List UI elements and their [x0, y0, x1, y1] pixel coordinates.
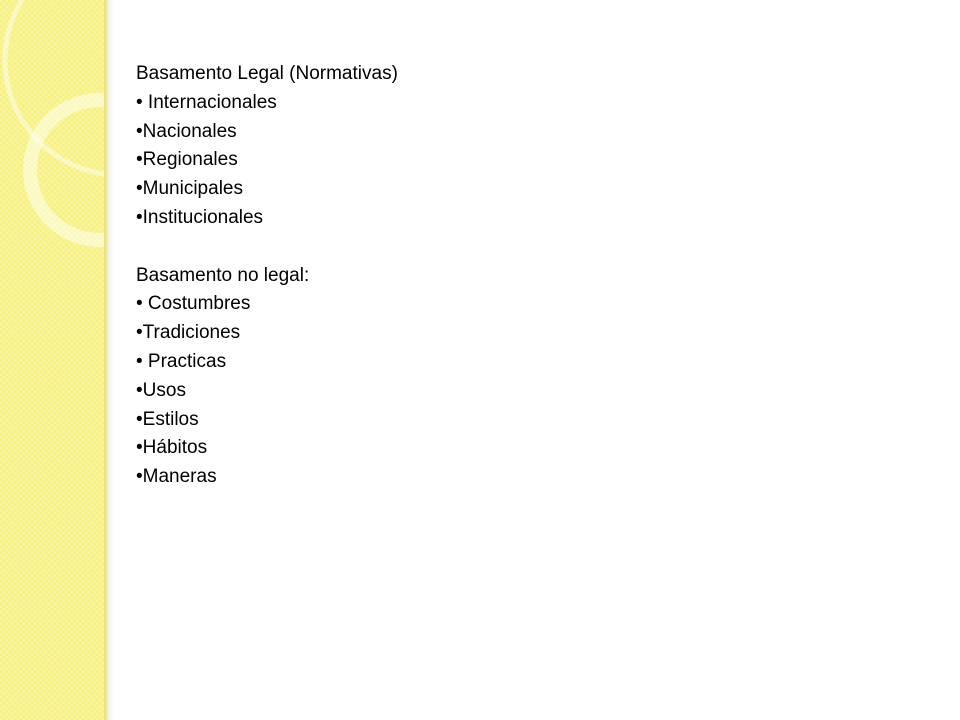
non-legal-heading: Basamento no legal: [136, 264, 310, 286]
large-ring [5, 0, 104, 175]
section-spacer [136, 233, 398, 262]
non-legal-item-usos: •Usos [136, 379, 186, 401]
legal-heading: Basamento Legal (Normativas) [136, 63, 398, 84]
legal-item-nacionales: •Nacionales [136, 120, 237, 142]
legal-item-regionales: •Regionales [136, 149, 238, 171]
non-legal-item-practicas: • Practicas [136, 350, 227, 372]
slide-content [136, 60, 398, 492]
non-legal-item-costumbres: • Costumbres [136, 293, 251, 315]
non-legal-item-estilos: •Estilos [136, 408, 199, 430]
decorative-side-bar [0, 0, 104, 720]
legal-item-internacionales: • Internacionales [136, 91, 277, 113]
legal-item-municipales: •Municipales [136, 178, 243, 200]
legal-item-institucionales: •Institucionales [136, 206, 264, 228]
non-legal-item-habitos: •Hábitos [136, 437, 208, 459]
non-legal-item-tradiciones: •Tradiciones [136, 322, 241, 344]
decorative-rings [0, 0, 104, 720]
side-bar-shadow [108, 0, 114, 720]
non-legal-item-maneras: •Maneras [136, 466, 217, 488]
